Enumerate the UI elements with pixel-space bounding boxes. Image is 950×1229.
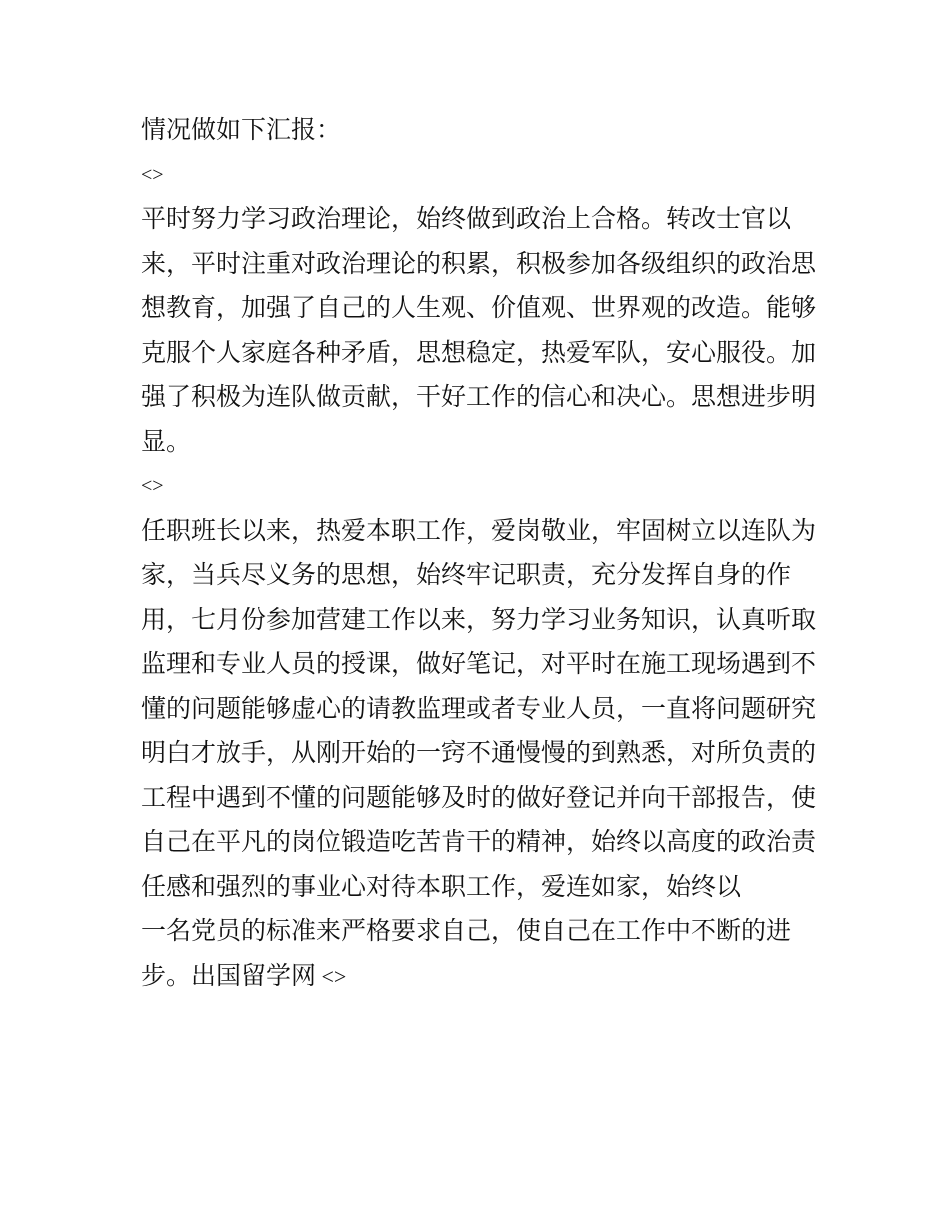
paragraph-marker-1: <>	[141, 163, 164, 186]
text-line-18: 任感和强烈的事业心对待本职工作，爱连如家，始终以	[141, 871, 742, 901]
text-line-20-body: 步。出国留学网	[141, 960, 317, 990]
text-line-4: 来，平时注重对政治理论的积累，积极参加各级组织的政治思	[141, 248, 817, 278]
text-line-14: 懂的问题能够虚心的请教监理或者专业人员，一直将问题研究	[141, 693, 817, 723]
paragraph-marker-2: <>	[141, 475, 164, 497]
text-line-13: 监理和专业人员的授课，做好笔记，对平时在施工现场遇到不	[141, 649, 817, 678]
text-line-16: 工程中遇到不懂的问题能够及时的做好登记并向干部报告，使	[141, 782, 817, 812]
text-line-20	[141, 954, 831, 999]
document-body	[141, 108, 831, 998]
text-line-11: 家，当兵尽义务的思想，始终牢记职责，充分发挥自身的作	[141, 560, 792, 589]
text-line-7: 强了积极为连队做贡献，干好工作的信心和决心。思想进步明	[141, 382, 817, 411]
text-line-15: 明白才放手，从刚开始的一窍不通慢慢的到熟悉，对所负责的	[141, 738, 817, 767]
text-line-5: 想教育，加强了自己的人生观、价值观、世界观的改造。能够	[141, 293, 817, 322]
text-line-1: 情况做如下汇报：	[141, 115, 342, 144]
text-line-6: 克服个人家庭各种矛盾，思想稳定，热爱军队，安心服役。加	[141, 337, 817, 367]
text-line-3: 平时努力学习政治理论，始终做到政治上合格。转改士官以	[141, 204, 792, 233]
text-line-8: 显。	[141, 426, 192, 456]
text-line-19: 一名党员的标准来严格要求自己，使自己在工作中不断的进	[141, 916, 792, 945]
text-line-17: 自己在平凡的岗位锻造吃苦肯干的精神，始终以高度的政治责	[141, 827, 817, 856]
text-line-10: 任职班长以来，热爱本职工作，爱岗敬业，牢固树立以连队为	[141, 515, 817, 545]
paragraph-marker-3: <>	[316, 963, 347, 989]
text-line-12: 用，七月份参加营建工作以来，努力学习业务知识，认真听取	[141, 604, 817, 634]
